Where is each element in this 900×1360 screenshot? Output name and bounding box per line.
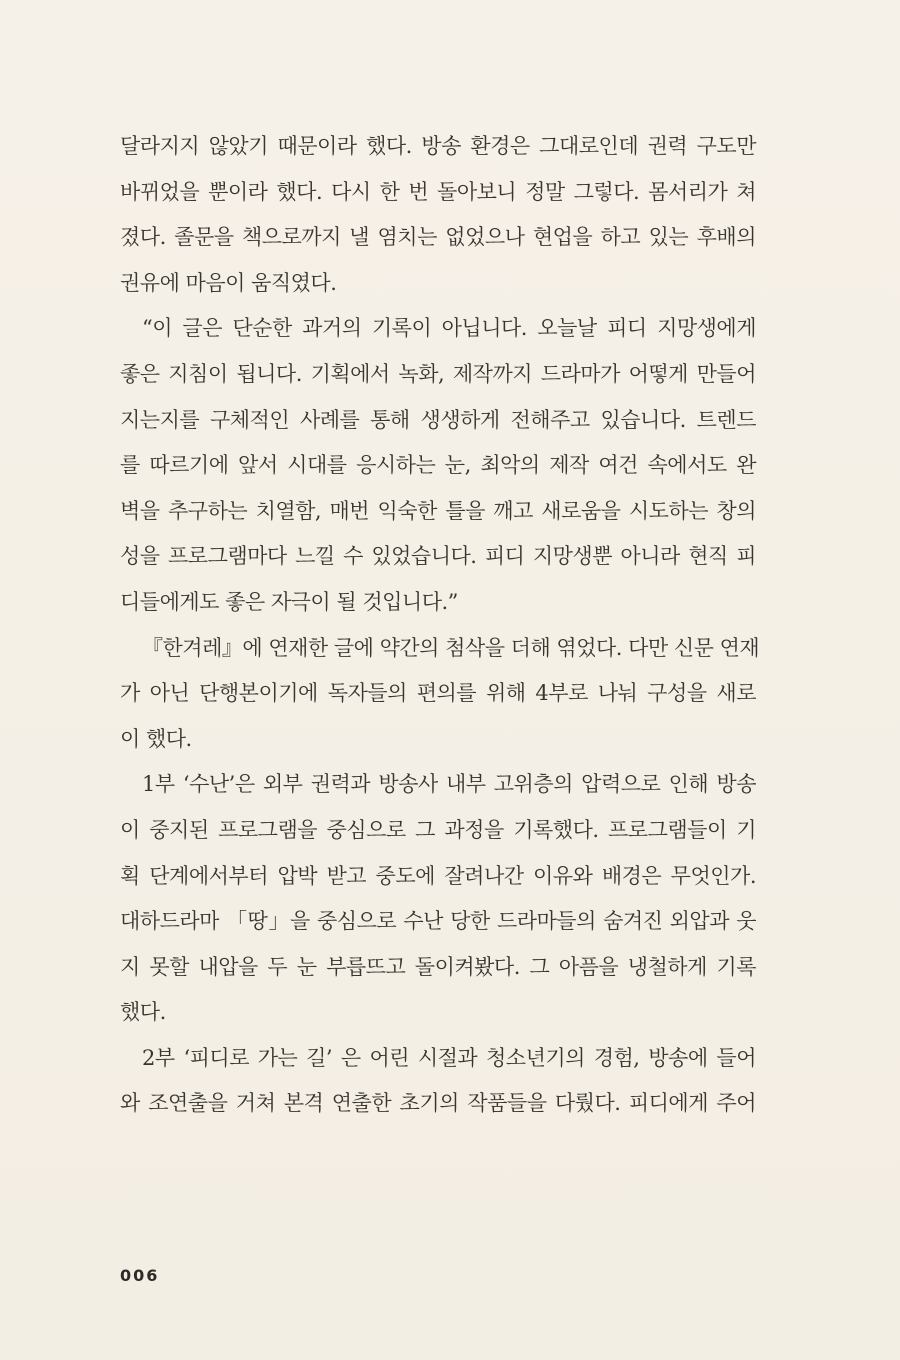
text-line: 벽을 추구하는 치열함, 매번 익숙한 틀을 깨고 새로움을 시도하는 창의 xyxy=(120,498,756,523)
page-number: 006 xyxy=(120,1266,160,1285)
text-line: 바뀌었을 뿐이라 했다. 다시 한 번 돌아보니 정말 그렇다. 몸서리가 쳐 xyxy=(120,179,756,204)
text-line: 달라지지 않았기 때문이라 했다. 방송 환경은 그대로인데 권력 구도만 xyxy=(120,134,756,158)
text-line: 디들에게도 좋은 자극이 될 것입니다.” xyxy=(120,589,458,614)
text-line: 이 했다. xyxy=(120,726,192,751)
text-line: 지는지를 구체적인 사례를 통해 생생하게 전해주고 있습니다. 트렌드 xyxy=(120,407,756,432)
text-line: 『한겨레』에 연재한 글에 약간의 첨삭을 더해 엮었다. 다만 신문 연재 xyxy=(142,635,760,660)
text-line: 를 따르기에 앞서 시대를 응시하는 눈, 최악의 제작 여건 속에서도 완 xyxy=(120,453,756,478)
text-line: 성을 프로그램마다 느낄 수 있었습니다. 피디 지망생뿐 아니라 현직 피 xyxy=(120,544,756,569)
text-line: 와 조연출을 거쳐 본격 연출한 초기의 작품들을 다뤘다. 피디에게 주어 xyxy=(120,1091,756,1116)
text-line: 권유에 마음이 움직였다. xyxy=(120,270,337,295)
text-line: “이 글은 단순한 과거의 기록이 아닙니다. 오늘날 피디 지망생에게 xyxy=(142,316,756,341)
text-line: 이 중지된 프로그램을 중심으로 그 과정을 기록했다. 프로그램들이 기 xyxy=(120,817,756,842)
body-text xyxy=(120,124,760,1127)
text-line: 1부 ‘수난’은 외부 권력과 방송사 내부 고위층의 압력으로 인해 방송 xyxy=(142,772,756,797)
text-line: 획 단계에서부터 압박 받고 중도에 잘려나간 이유와 배경은 무엇인가. xyxy=(120,863,756,888)
text-line: 지 못할 내압을 두 눈 부릅뜨고 돌이켜봤다. 그 아픔을 냉철하게 기록 xyxy=(120,954,756,979)
text-line: 가 아닌 단행본이기에 독자들의 편의를 위해 4부로 나눠 구성을 새로 xyxy=(120,681,756,706)
text-line: 2부 ‘피디로 가는 길’ 은 어린 시절과 청소년기의 경험, 방송에 들어 xyxy=(142,1045,756,1070)
text-line: 좋은 지침이 됩니다. 기획에서 녹화, 제작까지 드라마가 어떻게 만들어 xyxy=(120,361,756,386)
text-line: 했다. xyxy=(120,1000,166,1025)
text-line: 졌다. 졸문을 책으로까지 낼 염치는 없었으나 현업을 하고 있는 후배의 xyxy=(120,225,756,250)
text-line: 대하드라마 「땅」을 중심으로 수난 당한 드라마들의 숨겨진 외압과 웃 xyxy=(120,909,756,934)
